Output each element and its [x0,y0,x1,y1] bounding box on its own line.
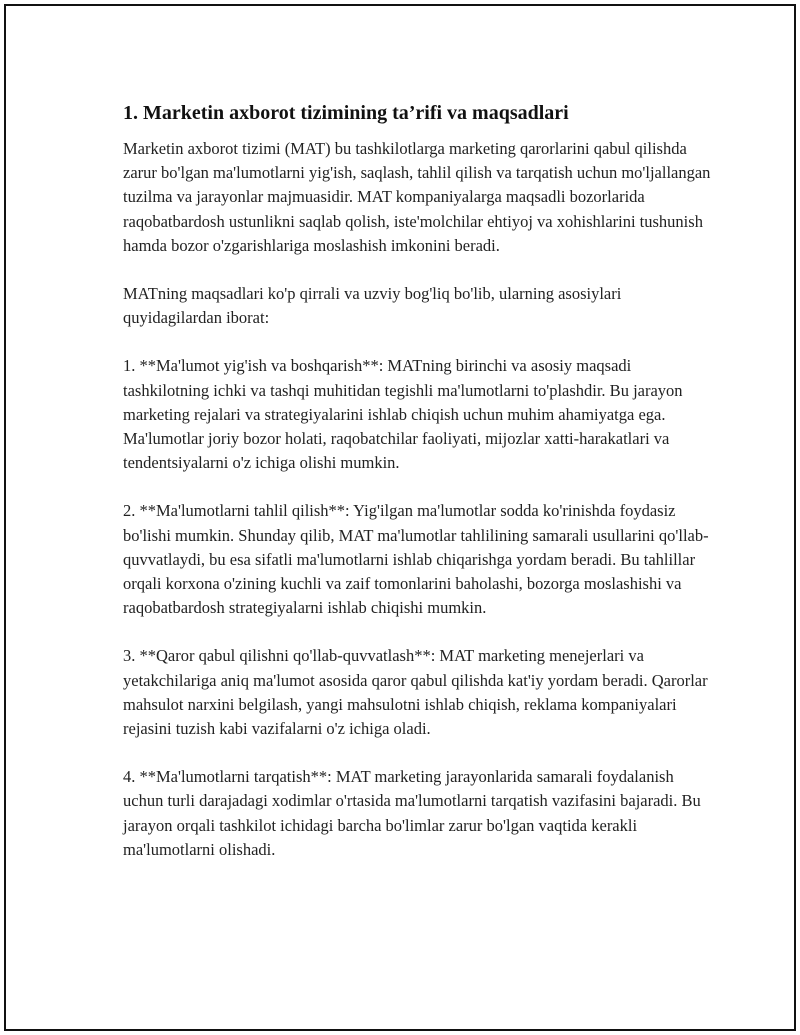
document-body [123,99,713,886]
section-heading: 1. Marketin axborot tizimining ta’rifi va maqsadlari [123,102,569,124]
page-frame [4,4,796,1031]
paragraph-goals-intro: MATning maqsadlari ko'p qirrali va uzviy bog'liq bo'lib, ularning asosiylari quyidagilardan iborat: [123,284,622,328]
paragraph-goal-1: 1. **Ma'lumot yig'ish va boshqarish**: MATning birinchi va asosiy maqsadi tashkilotning ichki va tashqi muhitidan tegishli ma'lumotlarni to'plashdir. Bu jarayon marketing rejalari va strategiyalarini ishlab chiqish uchun muhim ahamiyatga ega. Ma'lumotlar joriy bozor holati, raqobatchilar faoliyati, mijozlar xatti-harakatlari va tendentsiyalarni o'z ichiga olishi mumkin. [123,356,683,473]
paragraph-goal-4: 4. **Ma'lumotlarni tarqatish**: MAT marketing jarayonlarida samarali foydalanish uchun turli darajadagi xodimlar o'rtasida ma'lumotlarni tarqatish vazifasini bajaradi. Bu jarayon orqali tashkilot ichidagi barcha bo'limlar zarur bo'lgan vaqtida kerakli ma'lumotlarni olishadi. [123,767,701,859]
paragraph-definition: Marketin axborot tizimi (MAT) bu tashkilotlarga marketing qarorlarini qabul qilishda zarur bo'lgan ma'lumotlarni yig'ish, saqlash, tahlil qilish va tarqatish uchun mo'ljallangan tuzilma va jarayonlar majmuasidir. MAT kompaniyalarga maqsadli bozorlarida raqobatbardosh ustunlikni saqlab qolish, iste'molchilar ehtiyoj va xohishlarini tushunish hamda bozor o'zgarishlariga moslashish imkonini beradi. [123,139,711,255]
paragraph-goal-3: 3. **Qaror qabul qilishni qo'llab-quvvatlash**: MAT marketing menejerlari va yetakchilariga aniq ma'lumot asosida qaror qabul qilishda kat'iy yordam beradi. Qarorlar mahsulot narxini belgilash, yangi mahsulotni ishlab chiqish, reklama kompaniyalari rejasini tuzish kabi vazifalarni o'z ichiga oladi. [123,646,708,739]
paragraph-goal-2: 2. **Ma'lumotlarni tahlil qilish**: Yig'ilgan ma'lumotlar sodda ko'rinishda foydasiz bo'lishi mumkin. Shunday qilib, MAT ma'lumotlar tahlilining samarali usullarini qo'llab-quvvatlaydi, bu esa sifatli ma'lumotlarni ishlab chiqarishga yordam beradi. Bu tahlillar orqali korxona o'zining kuchli va zaif tomonlarini baholashi, bozorga moslashishi va raqobatbardosh strategiyalarni ishlab chiqishi mumkin. [123,501,709,618]
